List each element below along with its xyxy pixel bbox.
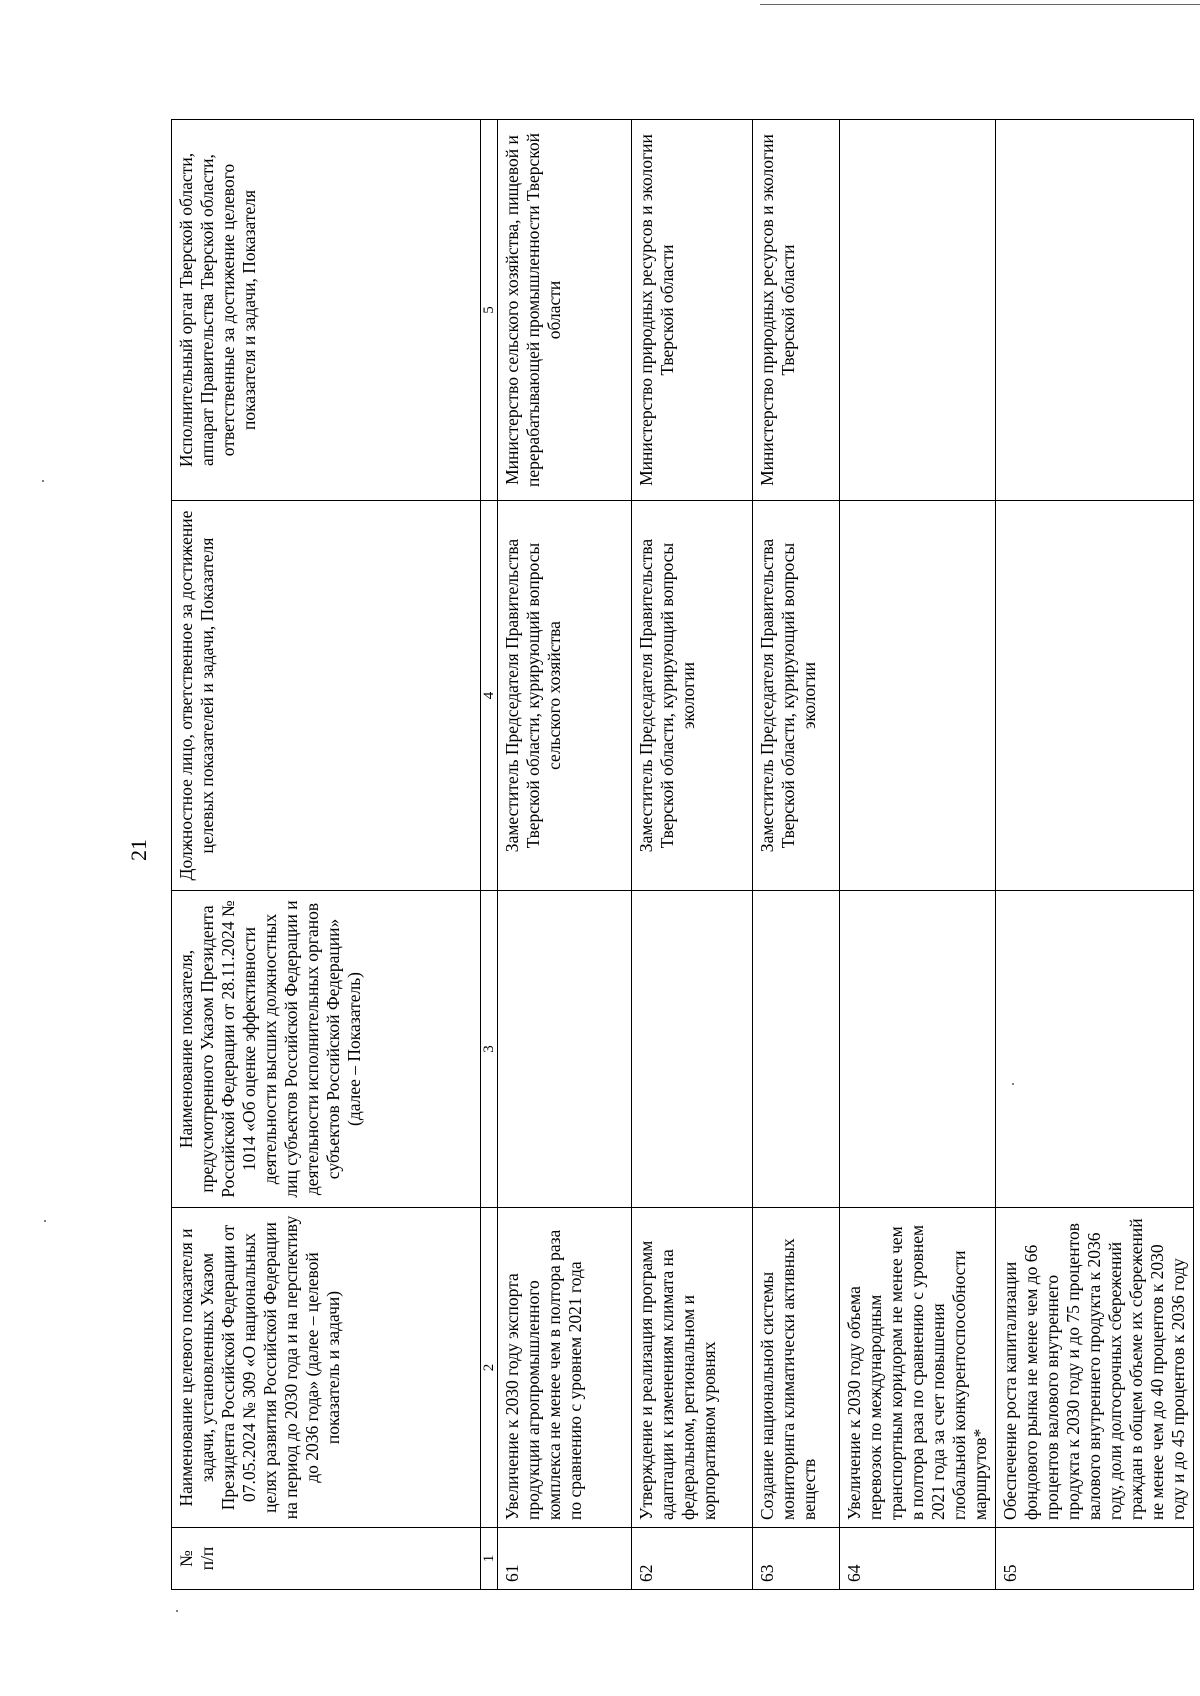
row-indicator: Обеспечение роста капитализации фондового рынка не менее чем до 66 процентов валового внутреннего продукта к 2030 году и до 75 процентов валового внутреннего продукта к 2036 году, доли долгосрочных сбережений граждан в общем объеме их сбережений не менее чем до 40 процентов к 2030 году и до 45 процентов к 2036 году bbox=[996, 1208, 1194, 1528]
row-indicator: Создание национальной системы мониторинга климатически активных веществ bbox=[753, 1208, 840, 1528]
row-measure bbox=[753, 891, 840, 1208]
scan-speck bbox=[176, 1610, 178, 1612]
row-measure bbox=[632, 891, 753, 1208]
row-agency: Министерство сельского хозяйства, пищевой и перерабатывающей промышленности Тверской области bbox=[498, 120, 632, 501]
row-official bbox=[996, 501, 1194, 891]
header-measure: Наименование показателя, предусмотренного Указом Президента Российской Федерации от 28.11.2024 № 1014 «Об оценке эффективности деятельности высших должностных лиц субъектов Российской Федерации и деятельности исполнительных органов субъектов Российской Федерации» (далее – Показатель) bbox=[172, 891, 481, 1208]
row-measure bbox=[498, 891, 632, 1208]
scan-speck bbox=[44, 1220, 46, 1222]
row-official: Заместитель Председателя Правительства Тверской области, курирующий вопросы сельского хозяйства bbox=[498, 501, 632, 891]
row-agency: Министерство природных ресурсов и экологии Тверской области bbox=[753, 120, 840, 501]
table-row bbox=[632, 120, 753, 1590]
row-number: 64 bbox=[840, 1528, 996, 1590]
column-number: 4 bbox=[481, 501, 498, 891]
column-number: 2 bbox=[481, 1208, 498, 1528]
rotated-table-container bbox=[171, 120, 1188, 1590]
table-row bbox=[753, 120, 840, 1590]
row-indicator: Увеличение к 2030 году экспорта продукции агропромышленного комплекса не менее чем в полтора раза по сравнению с уровнем 2021 года bbox=[498, 1208, 632, 1528]
row-official bbox=[840, 501, 996, 891]
header-agency: Исполнительный орган Тверской области, аппарат Правительства Тверской области, ответственные за достижение целевого показателя и задачи, Показателя bbox=[172, 120, 481, 501]
page-number: 21 bbox=[126, 839, 151, 861]
row-official: Заместитель Председателя Правительства Тверской области, курирующий вопросы экологии bbox=[753, 501, 840, 891]
column-number: 3 bbox=[481, 891, 498, 1208]
column-number: 1 bbox=[481, 1528, 498, 1590]
scan-speck bbox=[42, 480, 44, 482]
row-measure bbox=[996, 891, 1194, 1208]
row-indicator: Утверждение и реализация программ адаптации к изменениям климата на федеральном, региональном и корпоративном уровнях bbox=[632, 1208, 753, 1528]
row-agency: Министерство природных ресурсов и экологии Тверской области bbox=[632, 120, 753, 501]
row-number: 63 bbox=[753, 1528, 840, 1590]
column-number: 5 bbox=[481, 120, 498, 501]
table-row bbox=[996, 120, 1194, 1590]
indicators-table bbox=[171, 119, 1194, 1590]
header-indicator: Наименование целевого показателя и задачи, установленных Указом Президента Российской Федерации от 07.05.2024 № 309 «О национальных целях развития Российской Федерации на период до 2030 года и на перспективу до 2036 года» (далее – целевой показатель и задачи) bbox=[172, 1208, 481, 1528]
header-row bbox=[172, 120, 481, 1590]
header-num: № п/п bbox=[172, 1528, 481, 1590]
row-agency bbox=[996, 120, 1194, 501]
row-measure bbox=[840, 891, 996, 1208]
row-official: Заместитель Председателя Правительства Тверской области, курирующий вопросы экологии bbox=[632, 501, 753, 891]
row-number: 61 bbox=[498, 1528, 632, 1590]
row-indicator: Увеличение к 2030 году объема перевозок по международным транспортным коридорам не менее чем в полтора раза по сравнению с уровнем 2021 года за счет повышения глобальной конкурентоспособности маршрутов* bbox=[840, 1208, 996, 1528]
table-row bbox=[840, 120, 996, 1590]
header-official: Должностное лицо, ответственное за достижение целевых показателей и задачи, Показателя bbox=[172, 501, 481, 891]
table-row bbox=[498, 120, 632, 1590]
scan-edge-line bbox=[760, 4, 1200, 5]
row-number: 65 bbox=[996, 1528, 1194, 1590]
row-number: 62 bbox=[632, 1528, 753, 1590]
column-numbers-row bbox=[481, 120, 498, 1590]
row-agency bbox=[840, 120, 996, 501]
